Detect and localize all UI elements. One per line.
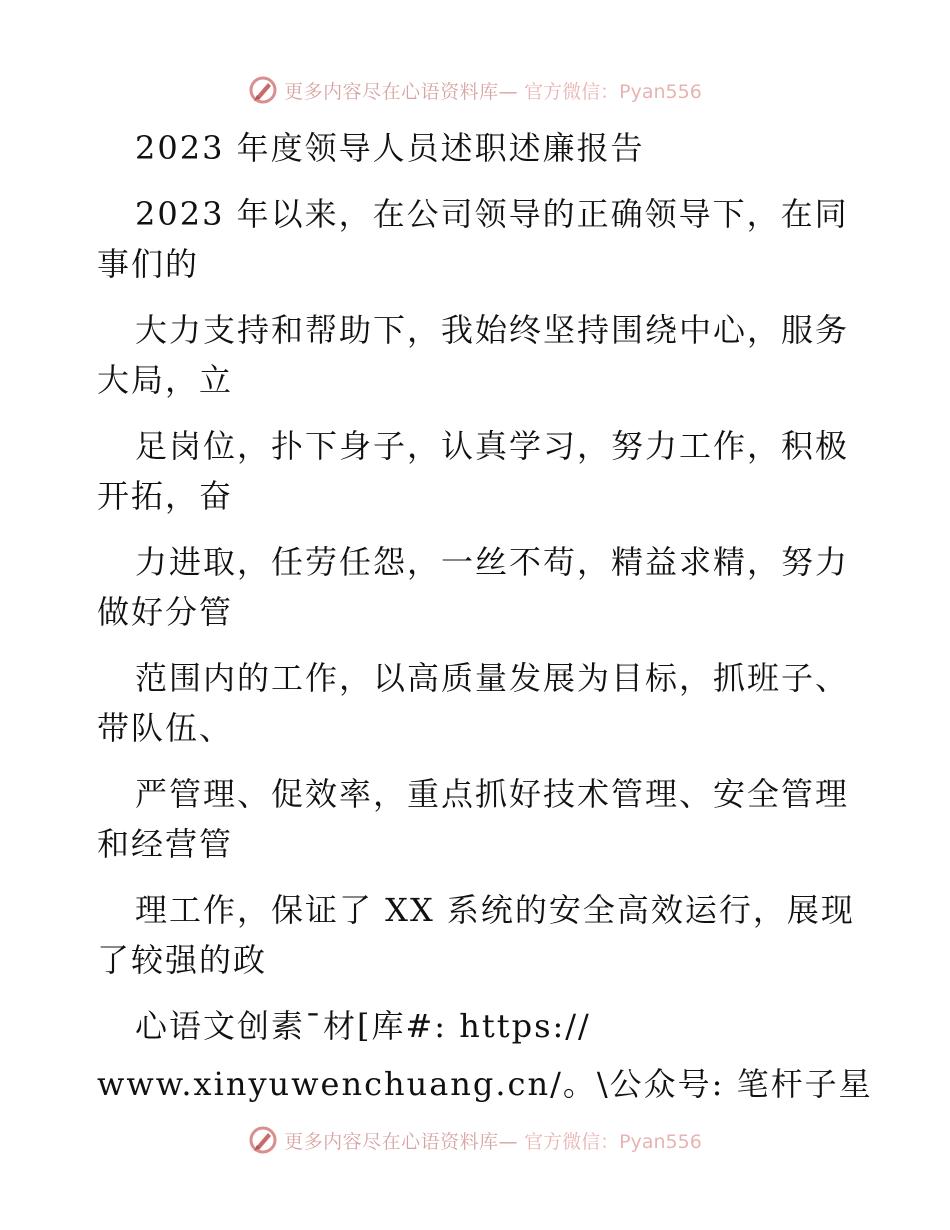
document-title: 2023 年度领导人员述职述廉报告 <box>135 129 645 167</box>
paragraph-line: 力进取，任劳任怨，一丝不苟，精益求精，努力 <box>135 543 850 581</box>
paragraph-line: 范围内的工作，以高质量发展为目标，抓班子、 <box>135 659 850 697</box>
paragraph-line: 大局，立 <box>97 361 234 399</box>
paragraph <box>97 1001 873 1109</box>
paragraph-line: 大力支持和帮助下，我始终坚持围绕中心，服务 <box>135 311 850 349</box>
paragraph-line: 带队伍、 <box>97 709 234 747</box>
watermark-text: 更多内容尽在心语资料库— <box>284 1130 519 1153</box>
paragraph <box>97 305 857 405</box>
paragraph <box>97 769 857 869</box>
watermark-text: 更多内容尽在心语资料库— <box>284 80 519 103</box>
paragraph-line: 做好分管 <box>97 593 234 631</box>
paragraph-line: 和经营管 <box>97 825 234 863</box>
paragraph <box>97 653 857 753</box>
paragraph <box>97 885 857 985</box>
paragraph-line: 开拓，奋 <box>97 477 234 515</box>
paragraph <box>97 189 857 289</box>
watermark-contact: 官方微信：Pyan556 <box>524 80 702 103</box>
paragraph-line: 2023 年以来，在公司领导的正确领导下，在同 <box>135 195 849 233</box>
watermark-footer <box>0 1125 950 1155</box>
pen-logo-icon <box>248 75 278 105</box>
paragraph-line: 严管理、促效率，重点抓好技术管理、安全管理 <box>135 775 850 813</box>
paragraph-line: 了较强的政 <box>97 941 268 979</box>
paragraph <box>97 421 857 521</box>
paragraph-line: www.xinyuwenchuang.cn/。\公众号: 笔杆子星 <box>97 1065 873 1103</box>
pen-logo-icon <box>248 1125 278 1155</box>
watermark-contact: 官方微信：Pyan556 <box>524 1130 702 1153</box>
document-body <box>97 123 873 1109</box>
paragraph-line: 事们的 <box>97 245 200 283</box>
paragraph-line: 理工作，保证了 XX 系统的安全高效运行，展现 <box>135 891 855 929</box>
paragraph <box>97 537 857 637</box>
paragraph-line: 足岗位，扑下身子，认真学习，努力工作，积极 <box>135 427 850 465</box>
paragraph-line: 心语文创素¯材[库#: https:// <box>135 1007 591 1045</box>
watermark-header <box>0 75 950 105</box>
